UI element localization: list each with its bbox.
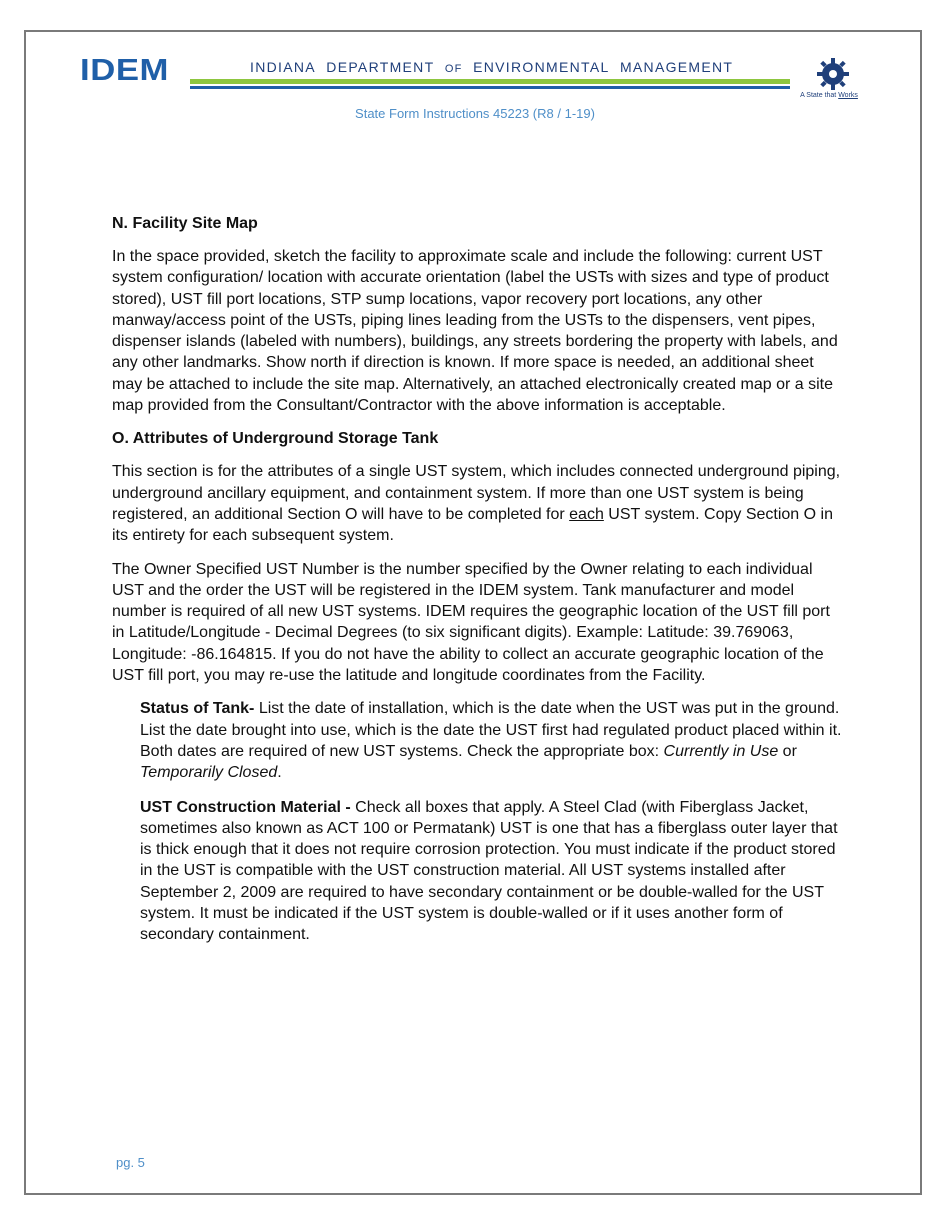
status-of-tank-paragraph (140, 698, 842, 783)
status-of-tank-body: List the date of installation, which is the date when the UST was put in the ground. List the date brought into use, which is the date the UST first had regulated product placed within it. Both dates are required of new UST systems. Check the appropriate box: (140, 700, 842, 760)
dept-word-environmental: ENVIRONMENTAL (473, 59, 610, 75)
section-o-heading: O. Attributes of Underground Storage Tank (112, 430, 439, 448)
construction-material-paragraph (140, 797, 842, 946)
status-or: or (778, 742, 797, 760)
section-o-p1-start: This section is for the attributes of a single UST system, which includes connected underground piping, underground ancillary equipment, and containment system. If more than one UST system is being registered, an additional Section O will have to be completed for (112, 463, 841, 523)
form-identifier: State Form Instructions 45223 (R8 / 1-19) (355, 106, 595, 121)
seal-tagline-prefix: A State that (800, 92, 839, 99)
section-n-heading: N. Facility Site Map (112, 215, 258, 232)
document-body (112, 213, 842, 959)
department-name (250, 59, 733, 75)
header-blue-rule (190, 86, 790, 89)
section-o-paragraph-2: The Owner Specified UST Number is the number specified by the Owner relating to each individual UST and the order the UST will be registered in the IDEM system. Tank manufacturer and model number is required of all new UST systems. IDEM requires the geographic location of the UST fill port in Latitude/Longitude - Decimal Degrees (to six significant digits). Example: Latitude: 39.769063, Longitude: -86.164815. If you do not have the ability to collect an accurate geographic location of the UST fill port, you may re-use the latitude and longitude coordinates from the Facility. (112, 560, 830, 685)
construction-material-label: UST Construction Material - (140, 798, 351, 816)
status-option-currently-in-use: Currently in Use (663, 742, 779, 760)
section-o-p1-each: each (569, 505, 604, 523)
section-n-paragraph: In the space provided, sketch the facility to approximate scale and include the following: current UST system configuration/ location with accurate orientation (label the USTs with sizes and type of product stored), UST fill port locations, STP sump locations, vapor recovery port locations, any other manway/access point of the USTs, piping lines leading from the USTs to the dispensers, vent pipes, dispenser islands (labeled with numbers), buildings, any streets bordering the property with labels, and any other landmarks. Show north if direction is known. If more space is needed, an additional sheet may be attached to include the site map. Alternatively, an attached electronically created map or a site map provided from the Consultant/Contractor with the above information is acceptable. (112, 248, 838, 415)
section-o-paragraph-1 (112, 461, 842, 546)
seal-tagline (796, 92, 862, 99)
status-option-temporarily-closed: Temporarily Closed (140, 764, 278, 782)
section-o-p1-end: UST system. Copy Section O in its entirety for each subsequent system. (112, 505, 833, 545)
construction-material-body: Check all boxes that apply. A Steel Clad (with Fiberglass Jacket, sometimes also known as ACT 100 or Permatank) UST is one that has a fiberglass outer layer that is thick enough that it does not require corrosion protection. You must indicate if the product stored in the UST is compatible with the UST construction material. All UST systems installed after September 2, 2009 are required to have secondary containment or be double-walled for the UST system. It must be indicated if the UST system is double-walled or if it uses another form of secondary containment. (140, 798, 838, 944)
dept-word-management: MANAGEMENT (619, 59, 734, 75)
dept-word-indiana: INDIANA (250, 59, 316, 75)
dept-word-department: DEPARTMENT (326, 59, 435, 75)
state-seal-icon (808, 56, 858, 92)
seal-tagline-works: Works (838, 92, 858, 99)
status-of-tank-label: Status of Tank- (140, 700, 255, 718)
dept-word-of: OF (444, 63, 463, 75)
page-number: pg. 5 (116, 1155, 145, 1170)
header-green-rule (190, 79, 790, 84)
status-end: . (277, 764, 282, 782)
idem-logo: IDEM (80, 52, 170, 87)
